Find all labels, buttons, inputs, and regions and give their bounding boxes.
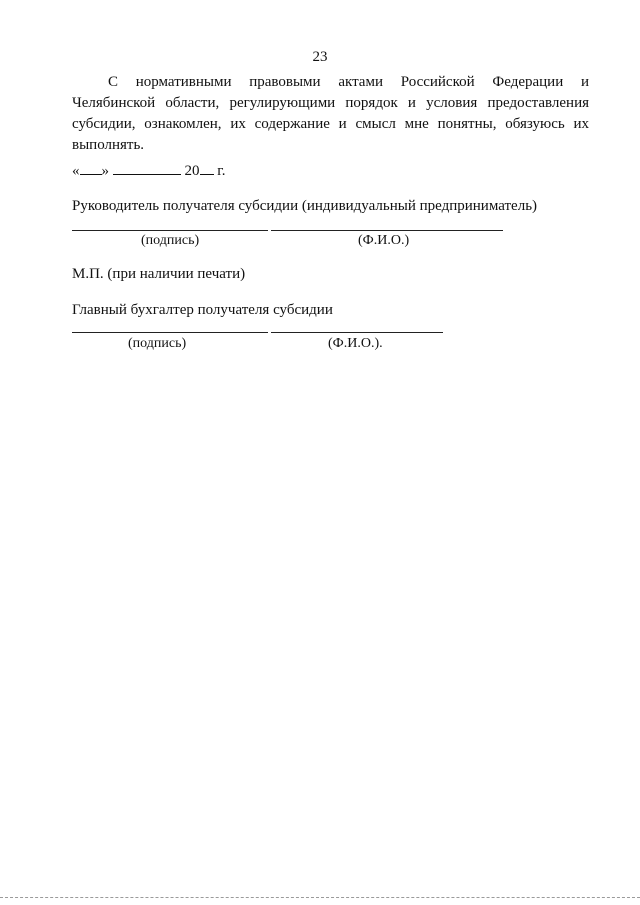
director-name-caption: (Ф.И.О.): [358, 233, 410, 248]
accountant-name-caption: (Ф.И.О.).: [328, 336, 383, 351]
director-signature-line: [72, 230, 268, 231]
accountant-signature-line: [72, 332, 268, 333]
stamp-label: М.П. (при наличии печати): [72, 266, 246, 282]
accountant-name-line: [271, 332, 443, 333]
accountant-title: Главный бухгалтер получателя субсидии: [72, 302, 333, 318]
director-signature-caption: (подпись): [141, 233, 200, 248]
acknowledgement-paragraph: С нормативными правовыми актами Российской Федерации и Челябинской области, регулирующими порядок и условия предоставления субсидии, ознакомлен, их содержание и смысл мне понятны, обязуюсь их выполнять.: [72, 74, 589, 153]
year-suffix: г.: [213, 163, 226, 179]
director-title: Руководитель получателя субсидии (индивидуальный предприниматель): [72, 198, 538, 214]
director-name-line: [271, 230, 503, 231]
date-open-quote: «: [72, 163, 80, 179]
month-blank: [113, 161, 181, 175]
year-prefix: 20: [184, 163, 200, 179]
day-blank: [80, 161, 102, 175]
date-close-quote: »: [101, 163, 109, 179]
year-blank: [200, 161, 214, 175]
accountant-signature-caption: (подпись): [128, 336, 187, 351]
date-line: [72, 161, 225, 180]
scan-edge-line: [0, 897, 640, 898]
page-number: 23: [312, 49, 328, 65]
